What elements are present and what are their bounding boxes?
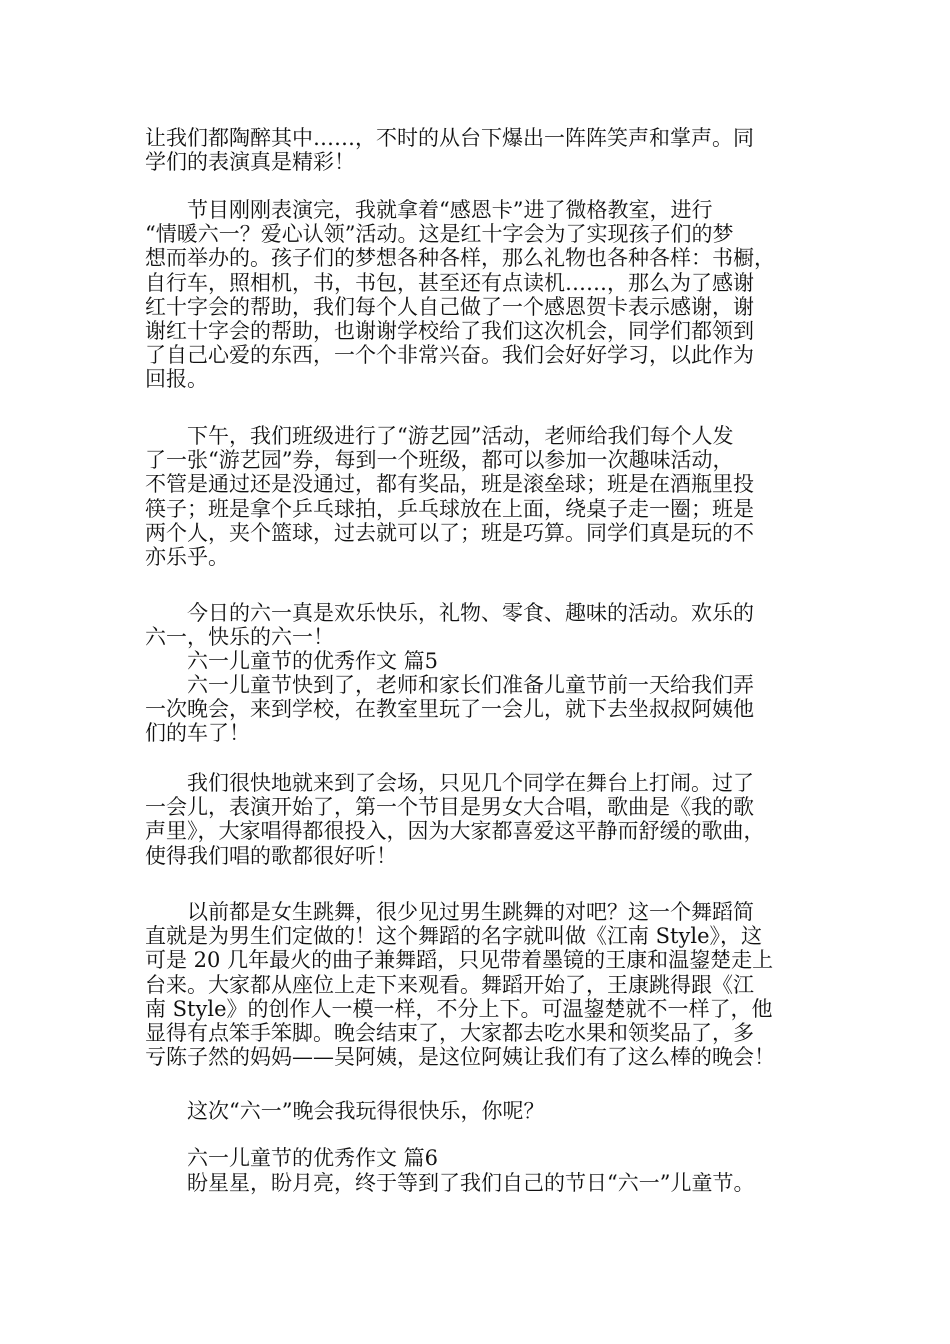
text-line: 可是 20 几年最火的曲子兼舞蹈，只见带着墨镜的王康和温鋆楚走上 [145,948,774,973]
paragraph-4 [145,601,825,649]
text-line: 我们很快地就来到了会场，只见几个同学在舞台上打闹。过了 [145,771,754,795]
text-line: 们的车了！ [145,721,250,746]
text-line: 一次晚会，来到学校，在教室里玩了一会儿，就下去坐叔叔阿姨他 [145,697,754,722]
text-line: 盼星星，盼月亮，终于等到了我们自己的节日“六一”儿童节。 [145,1171,755,1195]
text-line: 想而举办的。孩子们的梦想各种各样，那么礼物也各种各样：书橱， [145,246,775,271]
text-line: 不管是通过还是没通过，都有奖品，班是滚垒球；班是在酒瓶里投 [145,472,754,497]
text-line: 声里》，大家唱得都很投入，因为大家都喜爱这平静而舒缓的歌曲， [145,819,765,844]
heading-text: 六一儿童节的优秀作文 篇6 [145,1146,439,1170]
paragraph-1 [145,126,825,174]
section-heading-5 [145,649,825,673]
text-line: 今日的六一真是欢乐快乐，礼物、零食、趣味的活动。欢乐的 [145,601,754,625]
text-line: 亦乐乎。 [145,545,229,570]
text-line: 谢红十字会的帮助，也谢谢学校给了我们这次机会，同学们都领到 [145,319,754,344]
text-line: 了一张“游艺园”券，每到一个班级，都可以参加一次趣味活动， [145,448,734,473]
section-heading-6 [145,1146,825,1170]
text-line: 回报。 [145,367,208,392]
paragraph-2 [145,198,825,392]
text-line: 节目刚刚表演完，我就拿着“感恩卡”进了微格教室，进行 [145,198,713,222]
text-line: 两个人，夹个篮球，过去就可以了；班是巧算。同学们真是玩的不 [145,520,754,545]
text-line: 自行车，照相机，书，书包，甚至还有点读机……，那么为了感谢 [145,270,754,295]
text-line: 使得我们唱的歌都很好听！ [145,843,397,868]
text-line: 显得有点笨手笨脚。晚会结束了，大家都去吃水果和领奖品了，多 [145,1021,754,1046]
text-line: 学们的表演真是精彩！ [145,150,355,175]
heading-text: 六一儿童节的优秀作文 篇5 [145,649,439,673]
text-line: 筷子；班是拿个乒乓球拍，乒乓球放在上面，绕桌子走一圈；班是 [145,496,754,521]
text-line: 南 Style》的创作人一模一样，不分上下。可温鋆楚就不一样了，他 [145,996,773,1021]
paragraph-11 [145,1171,825,1195]
paragraph-3 [145,424,825,569]
paragraph-7 [145,771,825,868]
text-line: 一会儿，表演开始了，第一个节目是男女大合唱，歌曲是《我的歌 [145,795,754,820]
text-line: 台来。大家都从座位上走下来观看。舞蹈开始了，王康跳得跟《江 [145,972,754,997]
text-line: 六一，快乐的六一！ [145,625,334,650]
text-line: 下午，我们班级进行了“游艺园”活动，老师给我们每个人发 [145,424,734,448]
text-line: 这次“六一”晚会我玩得很快乐，你呢？ [145,1099,545,1123]
text-line: 让我们都陶醉其中……，不时的从台下爆出一阵阵笑声和掌声。同 [145,126,754,150]
text-line: 红十字会的帮助，我们每个人自己做了一个感恩贺卡表示感谢，谢 [145,294,754,319]
text-line: 六一儿童节快到了，老师和家长们准备儿童节前一天给我们弄 [145,673,754,697]
text-line: 以前都是女生跳舞，很少见过男生跳舞的对吧？这一个舞蹈简 [145,900,754,924]
paragraph-8 [145,900,825,1069]
text-line: 直就是为男生们定做的！这个舞蹈的名字就叫做《江南 Style》，这 [145,924,763,949]
paragraph-6 [145,673,825,746]
text-line: “情暖六一？爱心认领”活动。这是红十字会为了实现孩子们的梦 [145,222,734,247]
text-line: 亏陈子然的妈妈——吴阿姨，是这位阿姨让我们有了这么棒的晚会！ [145,1045,775,1070]
text-line: 了自己心爱的东西，一个个非常兴奋。我们会好好学习，以此作为 [145,343,754,368]
paragraph-9 [145,1099,825,1123]
